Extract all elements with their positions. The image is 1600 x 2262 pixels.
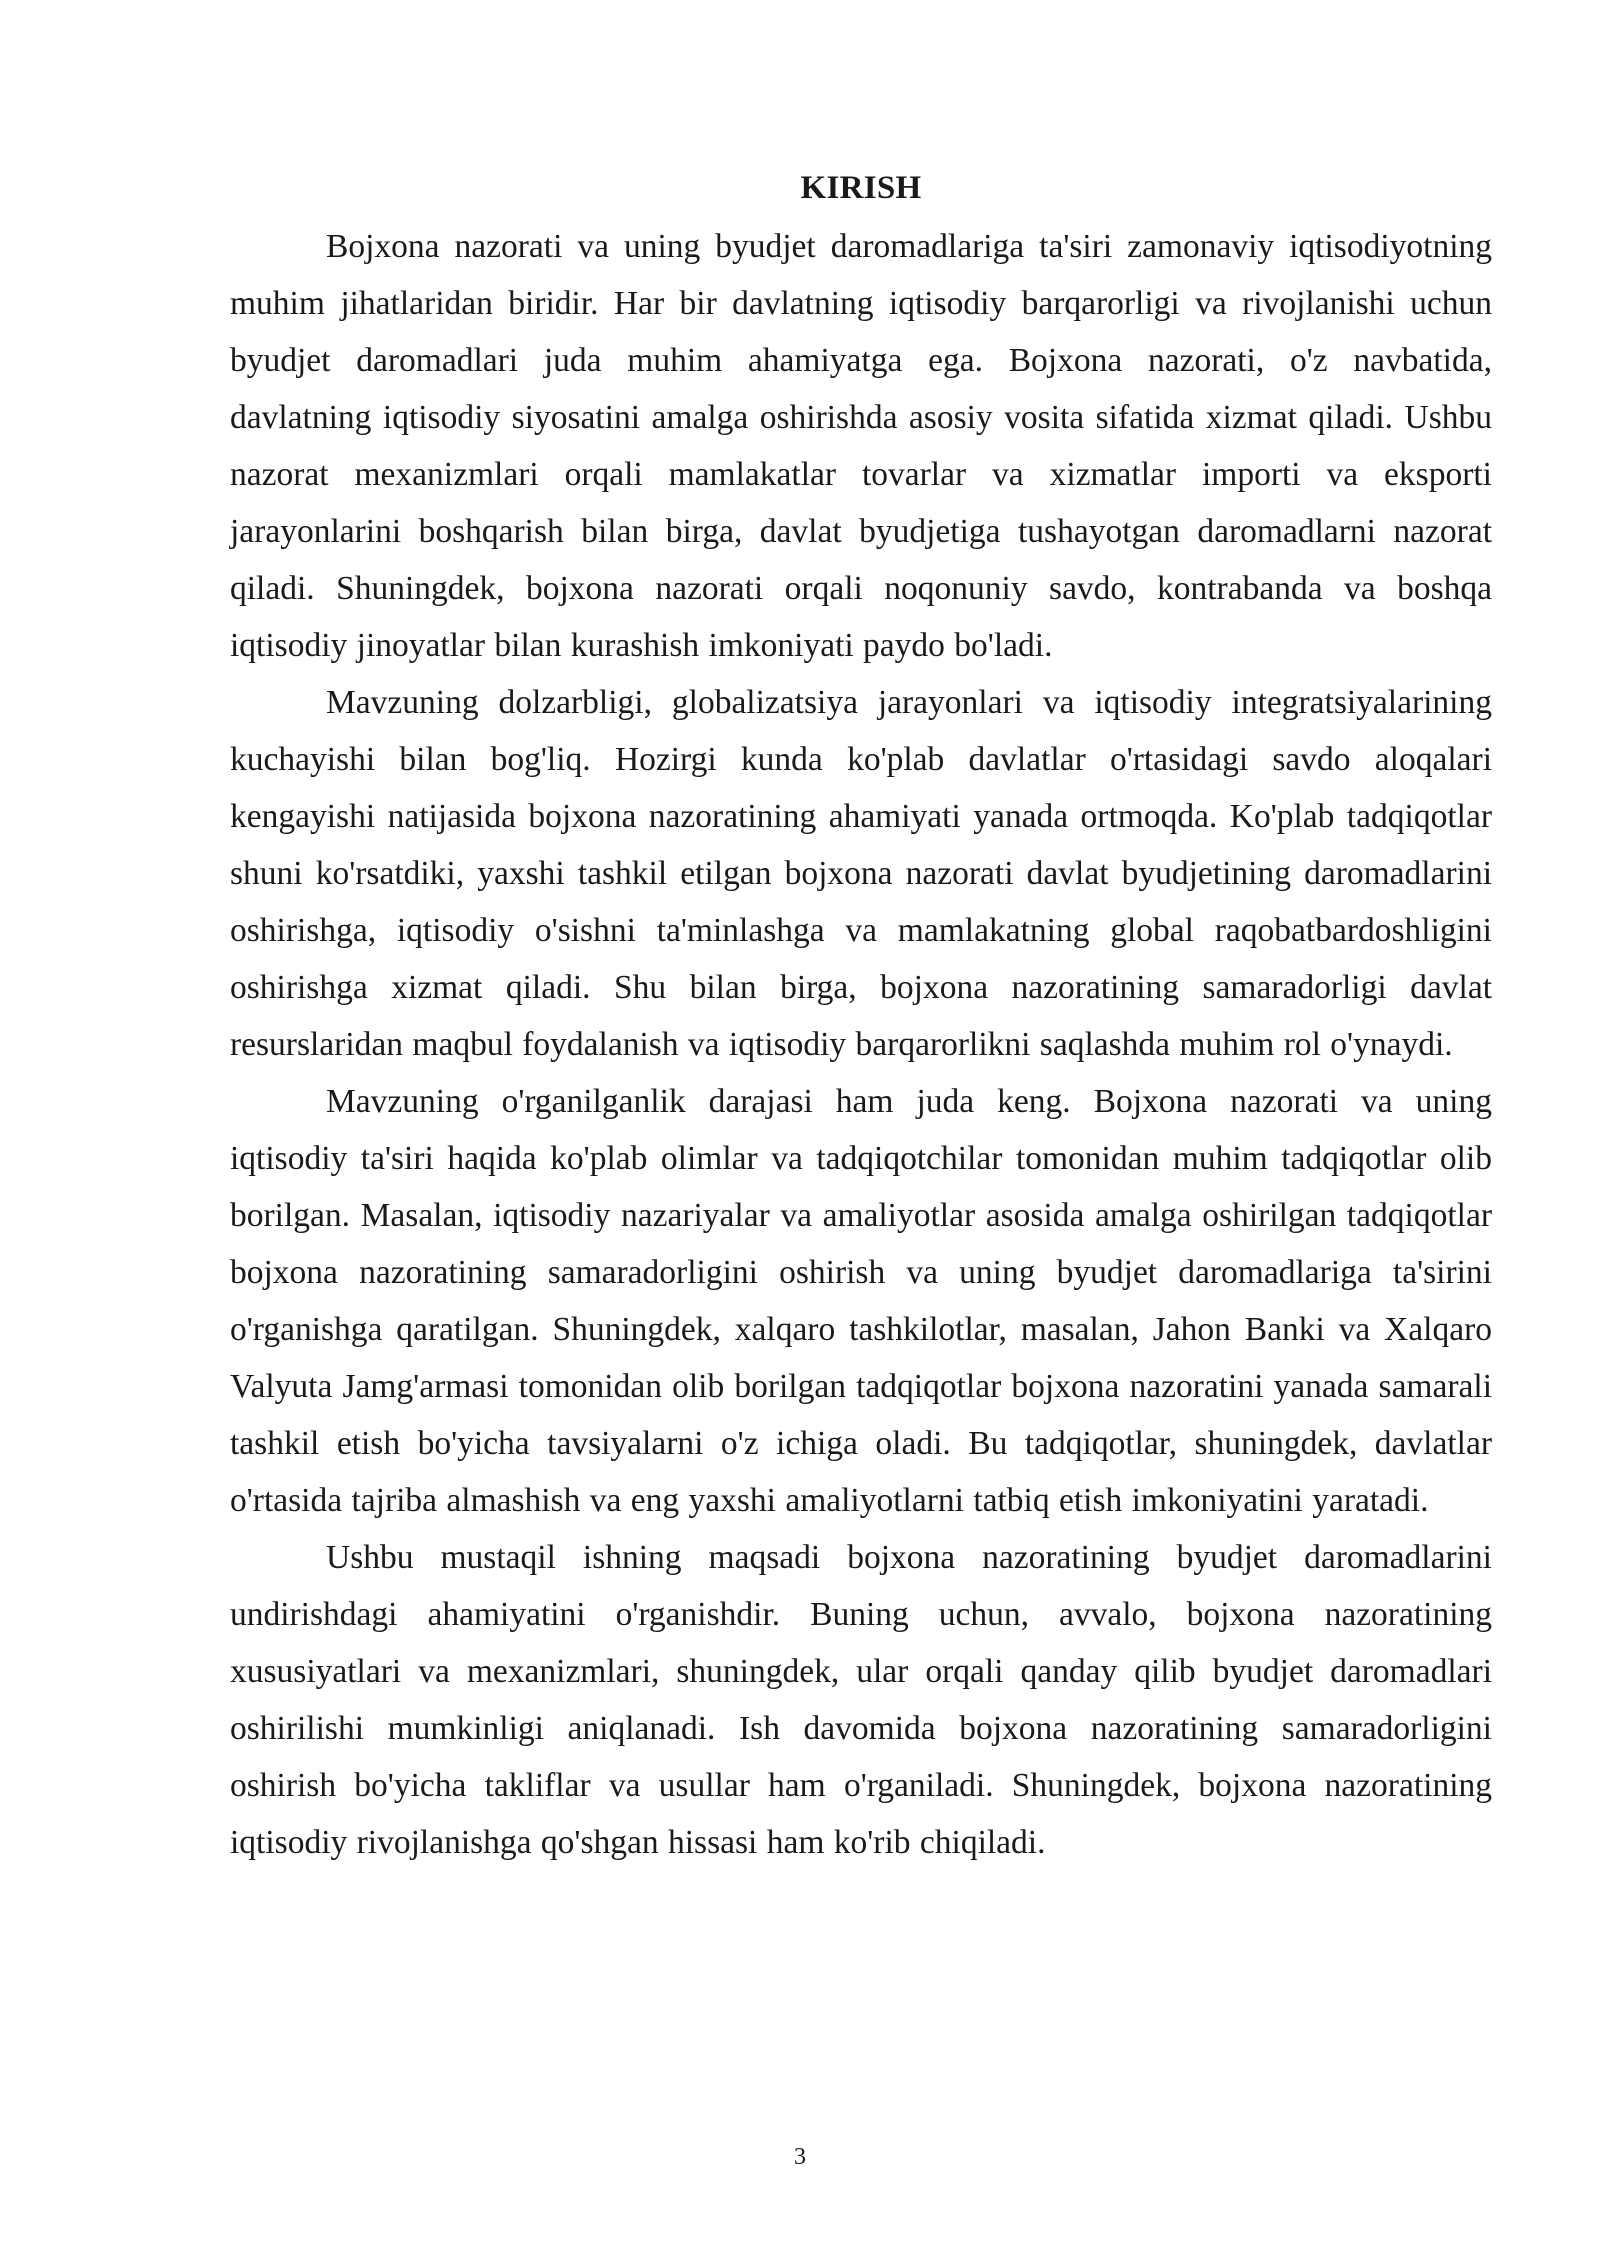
- paragraph: Ushbu mustaqil ishning maqsadi bojxona nazoratining byudjet daromadlarini undirishdagi ahamiyatini o'rganishdir. Buning uchun, avvalo, bojxona nazoratining xususiyatlari va mexanizmlari, shuningdek, ular orqali qanday qilib byudjet daromadlari oshirilishi mumkinligi aniqlanadi. Ish davomida bojxona nazoratining samaradorligini oshirish bo'yicha takliflar va usullar ham o'rganiladi. Shuningdek, bojxona nazoratining iqtisodiy rivojlanishga qo'shgan hissasi ham ko'rib chiqiladi.: [230, 1539, 1492, 1861]
- paragraph: Mavzuning dolzarbligi, globalizatsiya jarayonlari va iqtisodiy integratsiyalarining kuchayishi bilan bog'liq. Hozirgi kunda ko'plab davlatlar o'rtasidagi savdo aloqalari kengayishi natijasida bojxona nazoratining ahamiyati yanada ortmoqda. Ko'plab tadqiqotlar shuni ko'rsatdiki, yaxshi tashkil etilgan bojxona nazorati davlat byudjetining daromadlarini oshirishga, iqtisodiy o'sishni ta'minlashga va mamlakatning global raqobatbardoshligini oshirishga xizmat qiladi. Shu bilan birga, bojxona nazoratining samaradorligi davlat resurslaridan maqbul foydalanish va iqtisodiy barqarorlikni saqlashda muhim rol o'ynaydi.: [230, 684, 1492, 1063]
- paragraph: Mavzuning o'rganilganlik darajasi ham juda keng. Bojxona nazorati va uning iqtisodiy ta'siri haqida ko'plab olimlar va tadqiqotchilar tomonidan muhim tadqiqotlar olib borilgan. Masalan, iqtisodiy nazariyalar va amaliyotlar asosida amalga oshirilgan tadqiqotlar bojxona nazoratining samaradorligini oshirish va uning byudjet daromadlariga ta'sirini o'rganishga qaratilgan. Shuningdek, xalqaro tashkilotlar, masalan, Jahon Banki va Xalqaro Valyuta Jamg'armasi tomonidan olib borilgan tadqiqotlar bojxona nazoratini yanada samarali tashkil etish bo'yicha tavsiyalarni o'z ichiga oladi. Bu tadqiqotlar, shuningdek, davlatlar o'rtasida tajriba almashish va eng yaxshi amaliyotlarni tatbiq etish imkoniyatini yaratadi.: [230, 1083, 1492, 1519]
- page-number: 3: [794, 2144, 806, 2170]
- page-title: KIRISH: [800, 170, 922, 206]
- paragraph: Bojxona nazorati va uning byudjet daromadlariga ta'siri zamonaviy iqtisodiyotning muhim jihatlaridan biridir. Har bir davlatning iqtisodiy barqarorligi va rivojlanishi uchun byudjet daromadlari juda muhim ahamiyatga ega. Bojxona nazorati, o'z navbatida, davlatning iqtisodiy siyosatini amalga oshirishda asosiy vosita sifatida xizmat qiladi. Ushbu nazorat mexanizmlari orqali mamlakatlar tovarlar va xizmatlar importi va eksporti jarayonlarini boshqarish bilan birga, davlat byudjetiga tushayotgan daromadlarni nazorat qiladi. Shuningdek, bojxona nazorati orqali noqonuniy savdo, kontrabanda va boshqa iqtisodiy jinoyatlar bilan kurashish imkoniyati paydo bo'ladi.: [230, 228, 1492, 664]
- page-content: [230, 160, 1492, 1871]
